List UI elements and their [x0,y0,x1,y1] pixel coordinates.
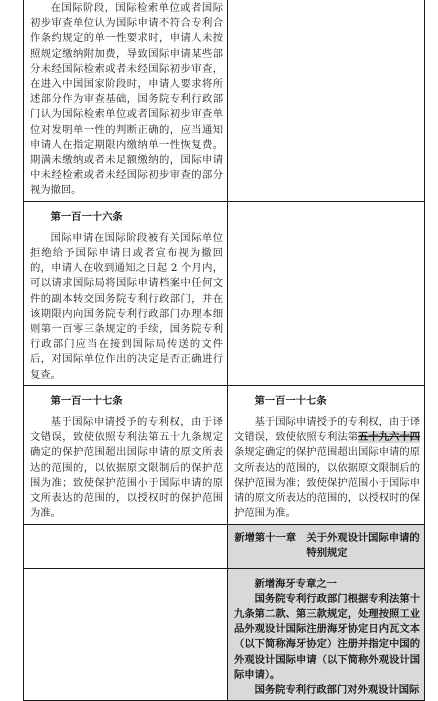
article-paragraph: 国际申请在国际阶段被有关国际单位拒绝给予国际申请日或者宣布视为撤回的，申请人在收到通知之日起 2 个月内，可以请求国际局将国际申请档案中任何文件的副本转交国务院专利行政部门，并在该期限内向国务院专利行政部门办理本细则第一百零三条规定的手续，国务院专利行政部门应当在接到国际局传送的文件后，对国际单位作出的决定是否正确进行复查。 [30,231,223,381]
table-row [24,524,425,568]
article-paragraph: 在国际阶段，国际检索单位或者国际初步审查单位认为国际申请不符合专利合作条约规定的单一性要求时，申请人未按照规定缴纳附加费，导致国际申请某些部分未经国际检索或者未经国际初步审查，在进入中国国家阶段时，申请人要求将所述部分作为审查基础，国务院专利行政部门认为国际检索单位或者国际初步审查单位对发明单一性的判断正确的，应当通知申请人在指定期限内缴纳单一性恢复费。期满未缴纳或者未足额缴纳的，国际申请中未经检索或者未经国际初步审查的部分视为撤回。 [30,2,223,197]
article-text: 基于国际申请授予的专利权，由于译文错误，致使依照专利法第 [234,416,420,444]
right-cell [228,568,425,701]
article-heading: 第一百一十六条 [50,210,123,223]
article-heading: 第一百一十七条 [50,394,123,407]
table-row [24,568,425,701]
article-heading: 新增海牙专章之一 [254,577,337,590]
article-paragraph: 基于国际申请授予的专利权，由于译文错误，致使依照专利法第五十九条规定确定的保护范围超出国际申请的原文所表达的范围的，以依据原文限制后的保护范围为准；致使保护范围小于国际申请的原文所表达的范围的，以授权时的保护范围为准。 [30,416,223,520]
right-cell [228,385,425,524]
right-cell [228,0,425,201]
left-cell [24,201,228,385]
article-paragraph: 国务院专利行政部门根据专利法第十九条第二款、第三款规定，处理按照工业品外观设计国际注册海牙协定日内瓦文本（以下简称海牙协定）注册并指定中国的外观设计国际申请（以下简称外观设计国际申请）。 [234,592,420,681]
article-text: 条规定确定的保护范围超出国际申请的原文所表达的范围的，以依据原文限制后的保护范围为准；致使保护范围小于国际申请的原文所表达的范围的，以授权时的保护范围为准。 [234,446,420,520]
article-paragraph [234,415,420,521]
right-cell [228,524,425,568]
comparison-table [23,0,425,701]
right-cell [228,201,425,385]
article-paragraph: 国务院专利行政部门对外观设计国际 [254,683,420,696]
left-cell [24,568,228,701]
deleted-text: 五十九六十四 [358,431,421,444]
chapter-heading: 新增第十一章 关于外观设计国际申请的特别规定 [234,531,420,559]
table-row [24,201,425,385]
article-heading: 第一百一十七条 [254,394,327,407]
table-row [24,385,425,524]
table-row [24,0,425,201]
left-cell [24,385,228,524]
left-cell [24,524,228,568]
left-cell [24,0,228,201]
